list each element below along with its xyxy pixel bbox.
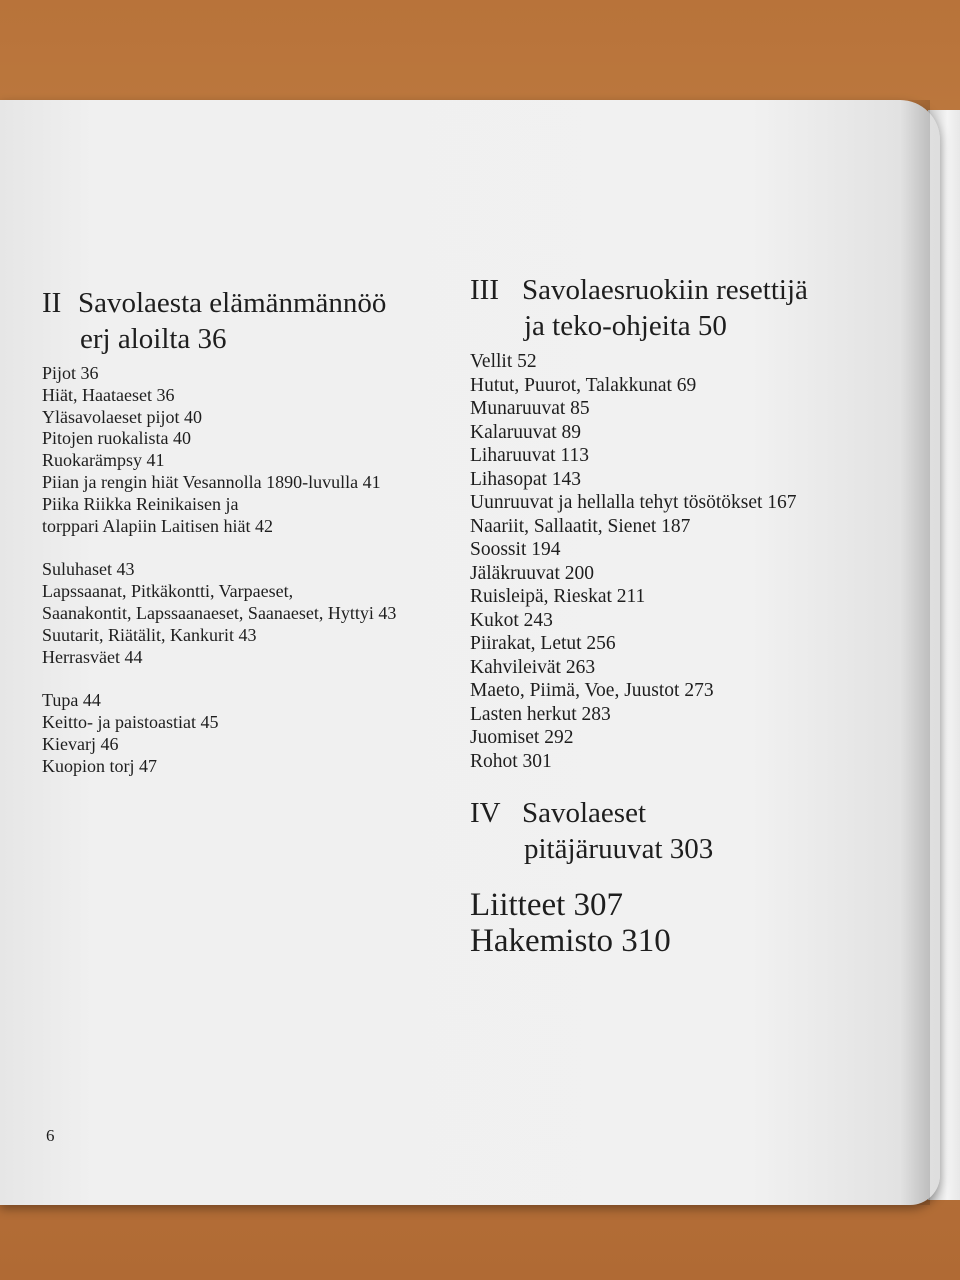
- toc-entry: Liharuuvat 113: [470, 445, 589, 466]
- toc-entry: Uunruuvat ja hellalla tehyt tösötökset 167: [470, 492, 797, 513]
- section-iii-heading: [470, 272, 910, 344]
- toc-entry: Kievarj 46: [42, 733, 119, 754]
- toc-entry: Kahvileivät 263: [470, 656, 596, 678]
- section-title-line1: Savolaeset: [522, 797, 647, 829]
- section-ii-heading: [42, 285, 462, 357]
- toc-entry: Kukot 243: [470, 609, 553, 631]
- toc-entry: Yläsavolaeset pijot 40: [42, 406, 202, 427]
- toc-entry: Lihasopat 143: [470, 468, 582, 490]
- right-column: [470, 272, 910, 959]
- section-numeral: IV: [470, 797, 501, 829]
- toc-entry: Ruokarämpsy 41: [42, 450, 165, 471]
- toc-entry: Naariit, Sallaatit, Sienet 187: [470, 515, 691, 537]
- toc-entry: torppari Alapiin Laitisen hiät 42: [42, 515, 273, 536]
- toc-entry: Kuopion torj 47: [42, 755, 157, 776]
- toc-entry: Herrasväet 44: [42, 646, 143, 667]
- toc-entry: Jäläkruuvat 200: [470, 562, 595, 584]
- entry-group-2: [42, 559, 462, 668]
- toc-entry: Saanakontit, Lapssaanaeset, Saanaeset, Hyttyi 43: [42, 602, 397, 623]
- toc-entry: Maeto, Piimä, Voe, Juustot 273: [470, 680, 714, 701]
- toc-entry: Pitojen ruokalista 40: [42, 428, 191, 449]
- entry-group-1: [42, 363, 462, 537]
- toc-entry: Piika Riikka Reinikaisen ja: [42, 493, 239, 514]
- toc-entry: Ruisleipä, Rieskat 211: [470, 586, 646, 607]
- section-iv-heading: [470, 795, 910, 867]
- toc-entry: Lasten herkut 283: [470, 703, 611, 725]
- toc-entry: Hutut, Puurot, Talakkunat 69: [470, 374, 697, 396]
- section-numeral: II: [42, 287, 62, 319]
- page-number: 6: [46, 1126, 55, 1145]
- entry-list: [470, 350, 910, 773]
- index-entry: Hakemisto 310: [470, 923, 671, 959]
- section-title-line1: Savolaesruokiin resettijä: [522, 274, 808, 306]
- toc-entry: Hiät, Haataeset 36: [42, 384, 175, 405]
- toc-entry: Suluhaset 43: [42, 559, 135, 580]
- toc-entry: Munaruuvat 85: [470, 398, 590, 419]
- section-numeral: III: [470, 274, 499, 306]
- toc-entry: Piian ja rengin hiät Vesannolla 1890-luvulla 41: [42, 471, 381, 492]
- toc-entry: Rohot 301: [470, 750, 552, 772]
- toc-entry: Kalaruuvat 89: [470, 421, 582, 443]
- appendix-entry: Liitteet 307: [470, 887, 624, 923]
- toc-entry: Suutarit, Riätälit, Kankurit 43: [42, 624, 257, 645]
- toc-entry: Tupa 44: [42, 690, 101, 711]
- section-title-line2: erj aloilta 36: [80, 323, 227, 355]
- toc-entry: Pijot 36: [42, 363, 99, 383]
- toc-entry: Lapssaanat, Pitkäkontti, Varpaeset,: [42, 581, 294, 602]
- section-title-line1: Savolaesta elämänmännöö: [78, 287, 387, 319]
- toc-entry: Soossit 194: [470, 539, 561, 560]
- toc-entry: Vellit 52: [470, 351, 537, 372]
- entry-group-3: [42, 690, 462, 777]
- section-title-line2: pitäjäruuvat 303: [524, 833, 714, 865]
- toc-entry: Piirakat, Letut 256: [470, 633, 616, 654]
- appendix-block: [470, 887, 910, 959]
- toc-entry: Keitto- ja paistoastiat 45: [42, 712, 219, 733]
- section-title-line2: ja teko-ohjeita 50: [524, 310, 727, 342]
- toc-entry: Juomiset 292: [470, 727, 574, 748]
- left-column: [42, 285, 462, 778]
